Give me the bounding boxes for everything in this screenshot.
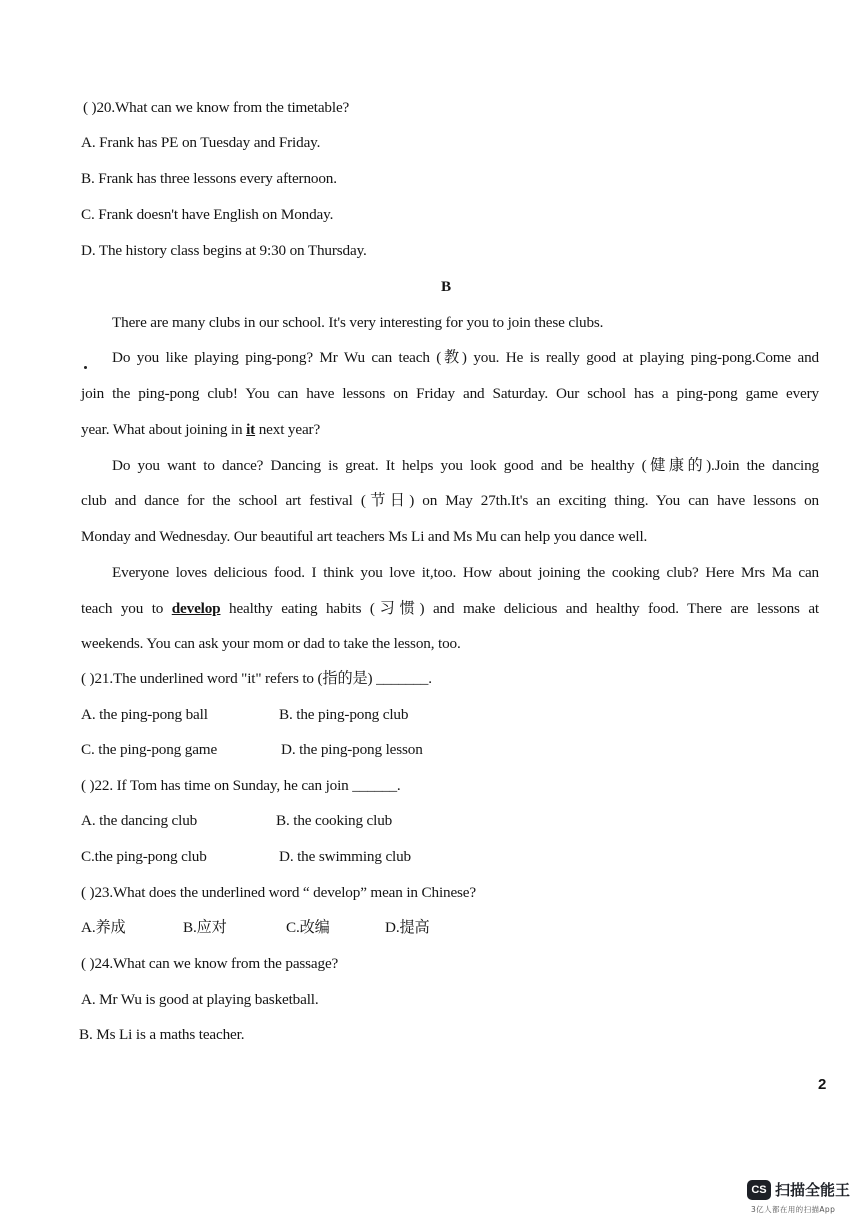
q20-option-c: C. Frank doesn't have English on Monday.	[81, 206, 334, 223]
q21-option-b: B. the ping-pong club	[279, 706, 409, 723]
section-heading: B	[441, 278, 451, 295]
q20-stem: ( )20.What can we know from the timetable?	[83, 99, 350, 116]
q21-option-d: D. the ping-pong lesson	[281, 741, 423, 758]
q21-stem: ( )21.The underlined word "it" refers to (指的是) _______.	[81, 670, 432, 687]
q21-option-a: A. the ping-pong ball	[81, 706, 208, 723]
underlined-it: it	[246, 421, 256, 438]
q20-option-d: D. The history class begins at 9:30 on Thursday.	[81, 242, 367, 259]
passage-p2-line3: Monday and Wednesday. Our beautiful art teachers Ms Li and Ms Mu can help you dance well.	[81, 528, 648, 545]
q22-option-b: B. the cooking club	[276, 812, 393, 829]
q21-option-c: C. the ping-pong game	[81, 741, 218, 758]
scanner-watermark	[747, 1178, 857, 1222]
q22-option-a: A. the dancing club	[81, 812, 198, 829]
watermark-app-name: 扫描全能王	[775, 1181, 851, 1199]
passage-p3-line3: weekends. You can ask your mom or dad to take the lesson, too.	[81, 635, 461, 652]
q24-stem: ( )24.What can we know from the passage?	[81, 955, 339, 972]
q24-option-b: B. Ms Li is a maths teacher.	[79, 1026, 245, 1043]
q23-option-c: C.改编	[286, 919, 330, 936]
passage-p3-line2: teach you to develop healthy eating habits (习惯) and make delicious and healthy food. There are lessons at	[81, 600, 820, 617]
underlined-develop: develop	[171, 600, 221, 617]
q24-option-a: A. Mr Wu is good at playing basketball.	[81, 991, 319, 1008]
q23-option-a: A.养成	[81, 919, 126, 936]
q23-option-d: D.提高	[385, 919, 430, 936]
passage-p2-line1: Do you want to dance? Dancing is great. It helps you look good and be healthy (健康的).Join the dancing	[112, 457, 819, 474]
q23-option-b: B.应对	[183, 919, 227, 936]
passage-intro: There are many clubs in our school. It's very interesting for you to join these clubs.	[112, 314, 604, 331]
passage-p1-line3: year. What about joining in it next year?	[81, 421, 321, 438]
page-number: 2	[818, 1076, 827, 1093]
camscanner-logo-icon: CS	[747, 1180, 771, 1200]
passage-p1-line1: Do you like playing ping-pong? Mr Wu can teach (教) you. He is really good at playing ping-pong.Come and	[112, 349, 819, 366]
watermark-tagline: 3亿人都在用的扫描App	[751, 1205, 836, 1214]
q22-option-d: D. the swimming club	[279, 848, 411, 865]
passage-p1-line2: join the ping-pong club! You can have lessons on Friday and Saturday. Our school has a ping-pong game every	[81, 385, 819, 402]
q23-stem: ( )23.What does the underlined word “ develop” mean in Chinese?	[81, 884, 476, 901]
passage-p3-line1: Everyone loves delicious food. I think you love it,too. How about joining the cooking club? Here Mrs Ma can	[112, 564, 819, 581]
q20-option-b: B. Frank has three lessons every afternoon.	[81, 170, 337, 187]
passage-p2-line2: club and dance for the school art festival (节日) on May 27th.It's an exciting thing. You can have lessons on	[81, 492, 819, 509]
q20-option-a: A. Frank has PE on Tuesday and Friday.	[81, 134, 321, 151]
q22-option-c: C.the ping-pong club	[81, 848, 207, 865]
scan-dot-mark	[84, 366, 87, 369]
q22-stem: ( )22. If Tom has time on Sunday, he can join ______.	[81, 777, 401, 794]
